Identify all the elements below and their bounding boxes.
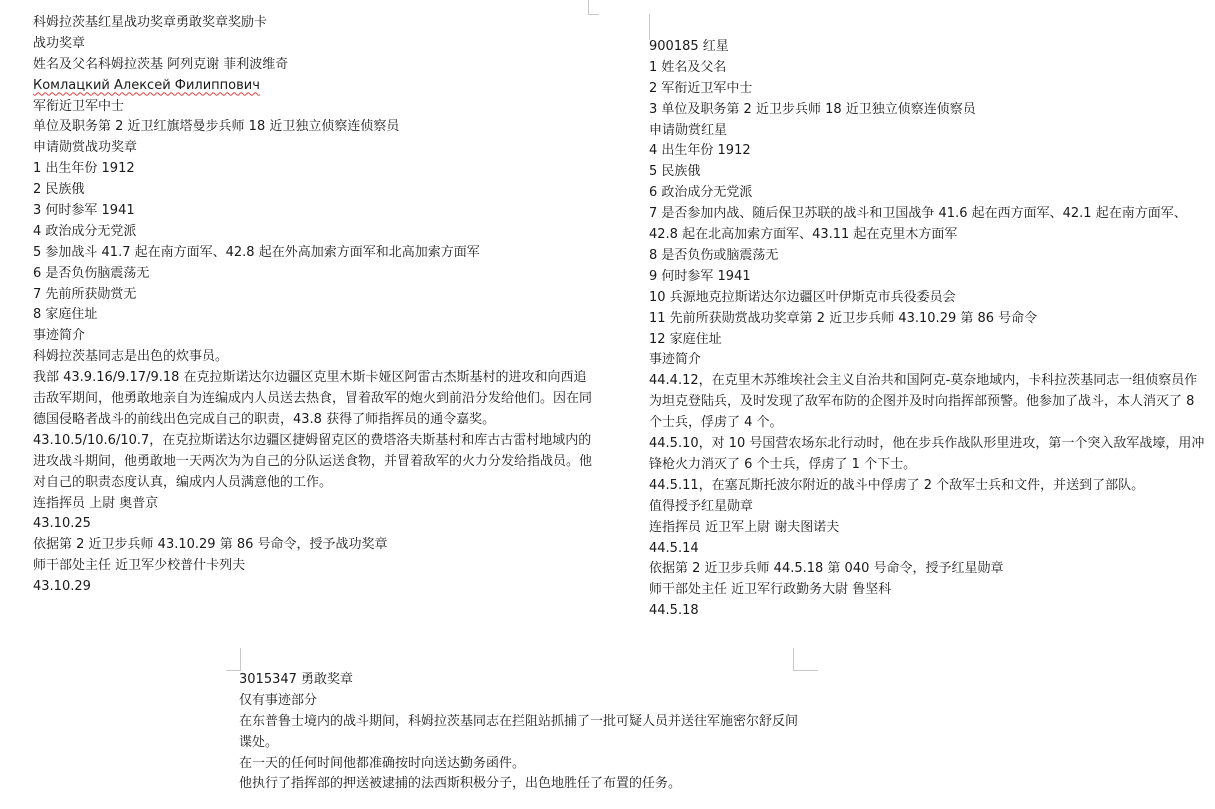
text-line: 军衔近卫军中士	[33, 98, 125, 114]
name-line: 姓名及父名科姆拉茨基 阿列克谢 菲利波维奇	[33, 56, 289, 72]
text-line: 1 出生年份 1912	[33, 161, 135, 177]
right-page	[649, 37, 1209, 622]
text-line: 7 先前所获勋赏无	[33, 286, 137, 302]
text-line: 6 是否负伤脑震荡无	[33, 265, 150, 281]
text-line: 2 军衔近卫军中士	[649, 80, 753, 96]
text-line: 依据第 2 近卫步兵师 43.10.29 第 86 号命令，授予战功奖章	[33, 537, 388, 553]
section-heading: 事迹简介	[33, 328, 86, 344]
award-number: 900185 红星	[649, 39, 729, 54]
date-line: 43.10.29	[33, 579, 91, 595]
text-line: 5 民族俄	[649, 164, 701, 180]
text-line: 值得授予红星勋章	[649, 498, 754, 514]
paragraph: 44.5.10，对 10 号国营农场东北行动时，他在步兵作战队形里进攻，第一个突入敌军战壕，用冲锋枪火力消灭了 6 个士兵，俘虏了 1 个下士。	[649, 436, 1205, 472]
text-line: 依据第 2 近卫步兵师 44.5.18 第 040 号命令，授予红星勋章	[649, 561, 1004, 577]
text-line: 4 出生年份 1912	[649, 143, 751, 159]
paragraph: 7 是否参加内战、随后保卫苏联的战斗和卫国战争 41.6 起在西方面军、42.1 起在南方面军、42.8 起在北高加索方面军、43.11 起在克里木方面军	[649, 206, 1187, 243]
signature-line: 师干部处主任 近卫军行政勤务大尉 鲁坚科	[649, 582, 892, 598]
text-line: 4 政治成分无党派	[33, 223, 137, 239]
text-line: 仅有事迹部分	[239, 692, 318, 708]
crop-mark	[793, 648, 818, 671]
text-line: 他执行了指挥部的押送被逮捕的法西斯积极分子，出色地胜任了布置的任务。	[239, 776, 682, 792]
left-page	[33, 13, 593, 598]
text-line: 11 先前所获勋赏战功奖章第 2 近卫步兵师 43.10.29 第 86 号命令	[649, 310, 1038, 326]
document-title: 科姆拉茨基红星战功奖章勇敢奖章奖励卡	[33, 15, 268, 30]
paragraph: 我部 43.9.16/9.17/9.18 在克拉斯诺达尔边疆区克里木斯卡娅区阿雷古杰斯基村的进攻和向西追击敌军期间，他勇敢地亲自为连编成内人员送去热食，冒着敌军的炮火到前沿分发给他们。因在同德国侵略者战斗的前线出色完成自己的职责，43.8 获得了师指挥员的通令嘉奖。	[33, 370, 593, 427]
text-line: 8 是否负伤或脑震荡无	[649, 247, 779, 263]
text-line: 6 政治成分无党派	[649, 185, 753, 201]
text-line: 1 姓名及父名	[649, 59, 727, 75]
section-heading: 事迹简介	[649, 352, 702, 368]
text-line: 在一天的任何时间他都准确按时向送达勤务函件。	[239, 755, 526, 771]
date-line: 43.10.25	[33, 516, 91, 532]
text-line: 9 何时参军 1941	[649, 268, 751, 284]
russian-name-line	[33, 76, 593, 97]
text-line: 12 家庭住址	[649, 331, 722, 347]
text-line: 8 家庭住址	[33, 307, 98, 323]
date-line: 44.5.18	[649, 603, 699, 619]
paragraph: 44.4.12，在克里木苏维埃社会主义自治共和国阿克-莫奈地域内，卡科拉茨基同志一组侦察员作为坦克登陆兵，及时发现了敌军布防的企图并及时向指挥部预警。他参加了战斗，本人消灭了 8 个士兵，俘虏了 4 个。	[649, 373, 1198, 431]
crop-mark	[226, 648, 241, 671]
text-line: 3 单位及职务第 2 近卫步兵师 18 近卫独立侦察连侦察员	[649, 101, 976, 117]
bottom-page	[239, 670, 799, 795]
text-line: 申请勋赏红星	[649, 122, 728, 138]
paragraph: 在东普鲁士境内的战斗期间，科姆拉茨基同志在拦阻站抓捕了一批可疑人员并送往军施密尔舒反间谍处。	[239, 713, 799, 750]
award-name: 战功奖章	[33, 35, 86, 51]
signature-line: 师干部处主任 近卫军少校普什卡列夫	[33, 558, 246, 574]
text-line: 5 参加战斗 41.7 起在南方面军、42.8 起在外高加索方面军和北高加索方面军	[33, 244, 480, 260]
russian-name: Комлацкий Алексей Филиппович	[33, 77, 260, 93]
text-line: 3 何时参军 1941	[33, 203, 135, 219]
text-line: 申请勋赏战功奖章	[33, 140, 138, 156]
signature-line: 连指挥员 近卫军上尉 谢夫图诺夫	[649, 519, 840, 535]
paragraph: 43.10.5/10.6/10.7，在克拉斯诺达尔边疆区捷姆留克区的费塔洛夫斯基村和库古古雷村地域内的进攻战斗期间，他勇敢地一天两次为为自己的分队运送食物，并冒着敌军的火力分发给指战员。他对自己的职责态度认真，编成内人员满意他的工作。	[33, 432, 593, 490]
date-line: 44.5.14	[649, 540, 699, 556]
text-line: 单位及职务第 2 近卫红旗塔曼步兵师 18 近卫独立侦察连侦察员	[33, 119, 400, 135]
text-line: 2 民族俄	[33, 182, 85, 198]
signature-line: 连指挥员 上尉 奥普京	[33, 495, 159, 511]
text-line: 10 兵源地克拉斯诺达尔边疆区叶伊斯克市兵役委员会	[649, 289, 956, 305]
text-line: 科姆拉茨基同志是出色的炊事员。	[33, 349, 229, 365]
paragraph: 44.5.11，在塞瓦斯托波尔附近的战斗中俘虏了 2 个敌军士兵和文件，并送到了部队。	[649, 477, 1145, 493]
award-number: 3015347 勇敢奖章	[239, 672, 354, 687]
